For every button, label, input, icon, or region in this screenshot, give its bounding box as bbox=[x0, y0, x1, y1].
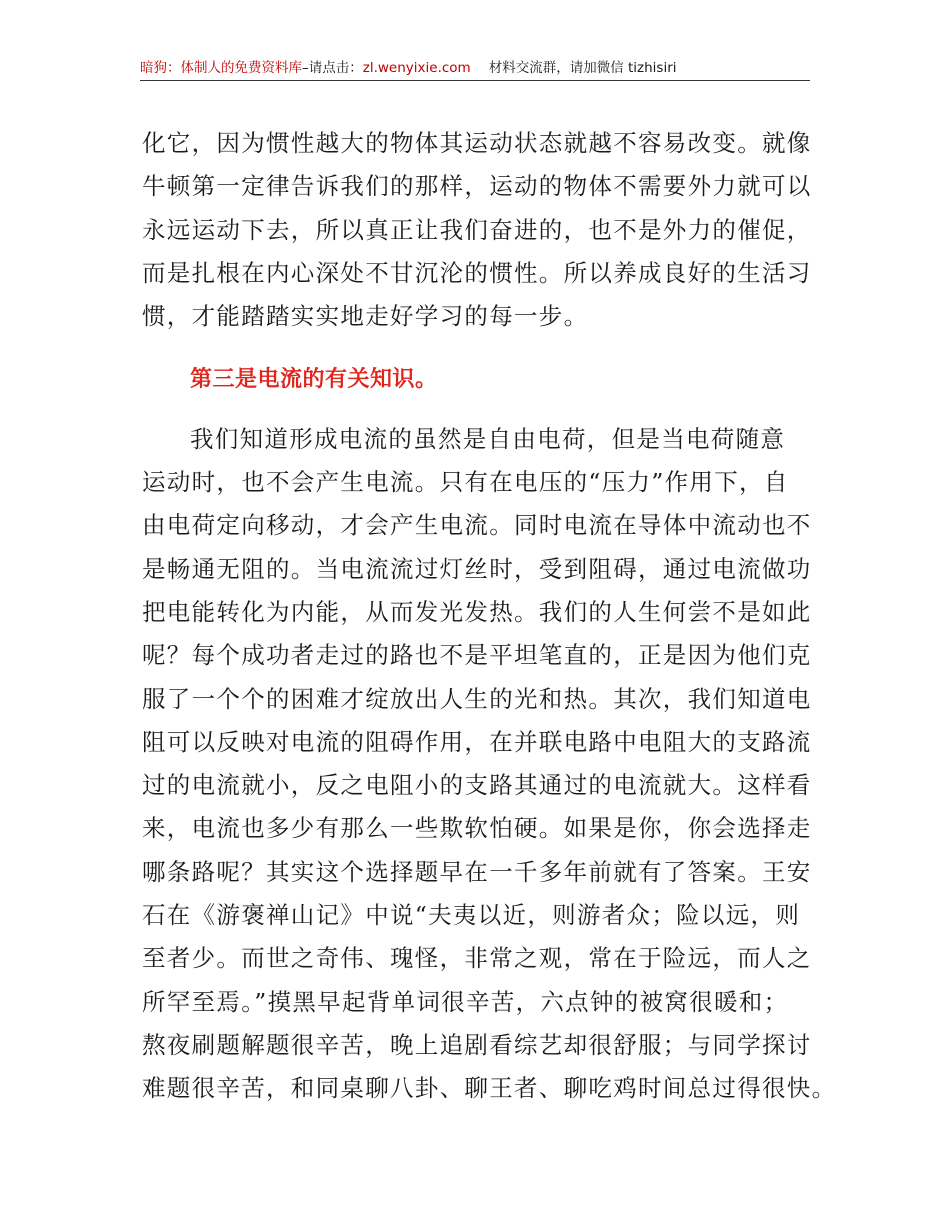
text-line: 阻可以反映对电流的阻碍作用，在并联电路中电阻大的支路流 bbox=[142, 727, 812, 756]
document-body bbox=[142, 122, 837, 1111]
page-header bbox=[140, 58, 810, 81]
text-line: 化它，因为惯性越大的物体其运动状态就越不容易改变。就像 bbox=[142, 129, 812, 157]
text-line: 熬夜刷题解题很辛苦，晚上追剧看综艺却很舒服；与同学探讨 bbox=[142, 1030, 812, 1059]
text-line: 过的电流就小，反之电阻小的支路其通过的电流就大。这样看 bbox=[142, 771, 812, 800]
text-line: 呢？每个成功者走过的路也不是平坦笔直的，正是因为他们克 bbox=[142, 641, 812, 670]
text-line: 哪条路呢？其实这个选择题早在一千多年前就有了答案。王安 bbox=[142, 857, 812, 886]
header-click-prompt: –请点击： bbox=[302, 60, 363, 76]
text-line: 至者少。而世之奇伟、瑰怪，非常之观，常在于险远，而人之 bbox=[142, 944, 812, 973]
text-line: 石在《游褒禅山记》中说“夫夷以近，则游者众；险以远，则 bbox=[142, 901, 801, 930]
text-line: 难题很辛苦，和同桌聊八卦、聊王者、聊吃鸡时间总过得很快。 bbox=[142, 1074, 837, 1103]
header-contact: 材料交流群，请加微信 tizhisiri bbox=[488, 60, 677, 76]
text-line: 把电能转化为内能，从而发光发热。我们的人生何尝不是如此 bbox=[142, 597, 812, 626]
section-heading: 第三是电流的有关知识。 bbox=[190, 367, 438, 393]
paragraph-1 bbox=[142, 122, 822, 338]
text-line: 我们知道形成电流的虽然是自由电荷，但是当电荷随意 bbox=[190, 424, 786, 453]
text-line: 运动时，也不会产生电流。只有在电压的“压力”作用下，自 bbox=[142, 468, 789, 497]
text-line: 永远运动下去，所以真正让我们奋进的，也不是外力的催促， bbox=[142, 215, 812, 244]
header-url-link[interactable]: zl.wenyixie.com bbox=[362, 60, 471, 76]
text-line: 服了一个个的困难才绽放出人生的光和热。其次，我们知道电 bbox=[142, 684, 812, 713]
text-line: 是畅通无阻的。当电流流过灯丝时，受到阻碍，通过电流做功 bbox=[142, 554, 812, 583]
paragraph-2 bbox=[142, 418, 837, 1111]
header-source: 暗狗：体制人的免费资料库 bbox=[140, 60, 302, 76]
text-line: 所罕至焉。”摸黑早起背单词很辛苦，六点钟的被窝很暖和； bbox=[142, 987, 789, 1016]
text-line: 牛顿第一定律告诉我们的那样，运动的物体不需要外力就可以 bbox=[142, 172, 812, 201]
text-line: 来，电流也多少有那么一些欺软怕硬。如果是你，你会选择走 bbox=[142, 814, 812, 843]
text-line: 由电荷定向移动，才会产生电流。同时电流在导体中流动也不 bbox=[142, 511, 812, 540]
text-line: 而是扎根在内心深处不甘沉沦的惯性。所以养成良好的生活习 bbox=[142, 258, 812, 287]
text-line: 惯，才能踏踏实实地走好学习的每一步。 bbox=[142, 302, 589, 331]
